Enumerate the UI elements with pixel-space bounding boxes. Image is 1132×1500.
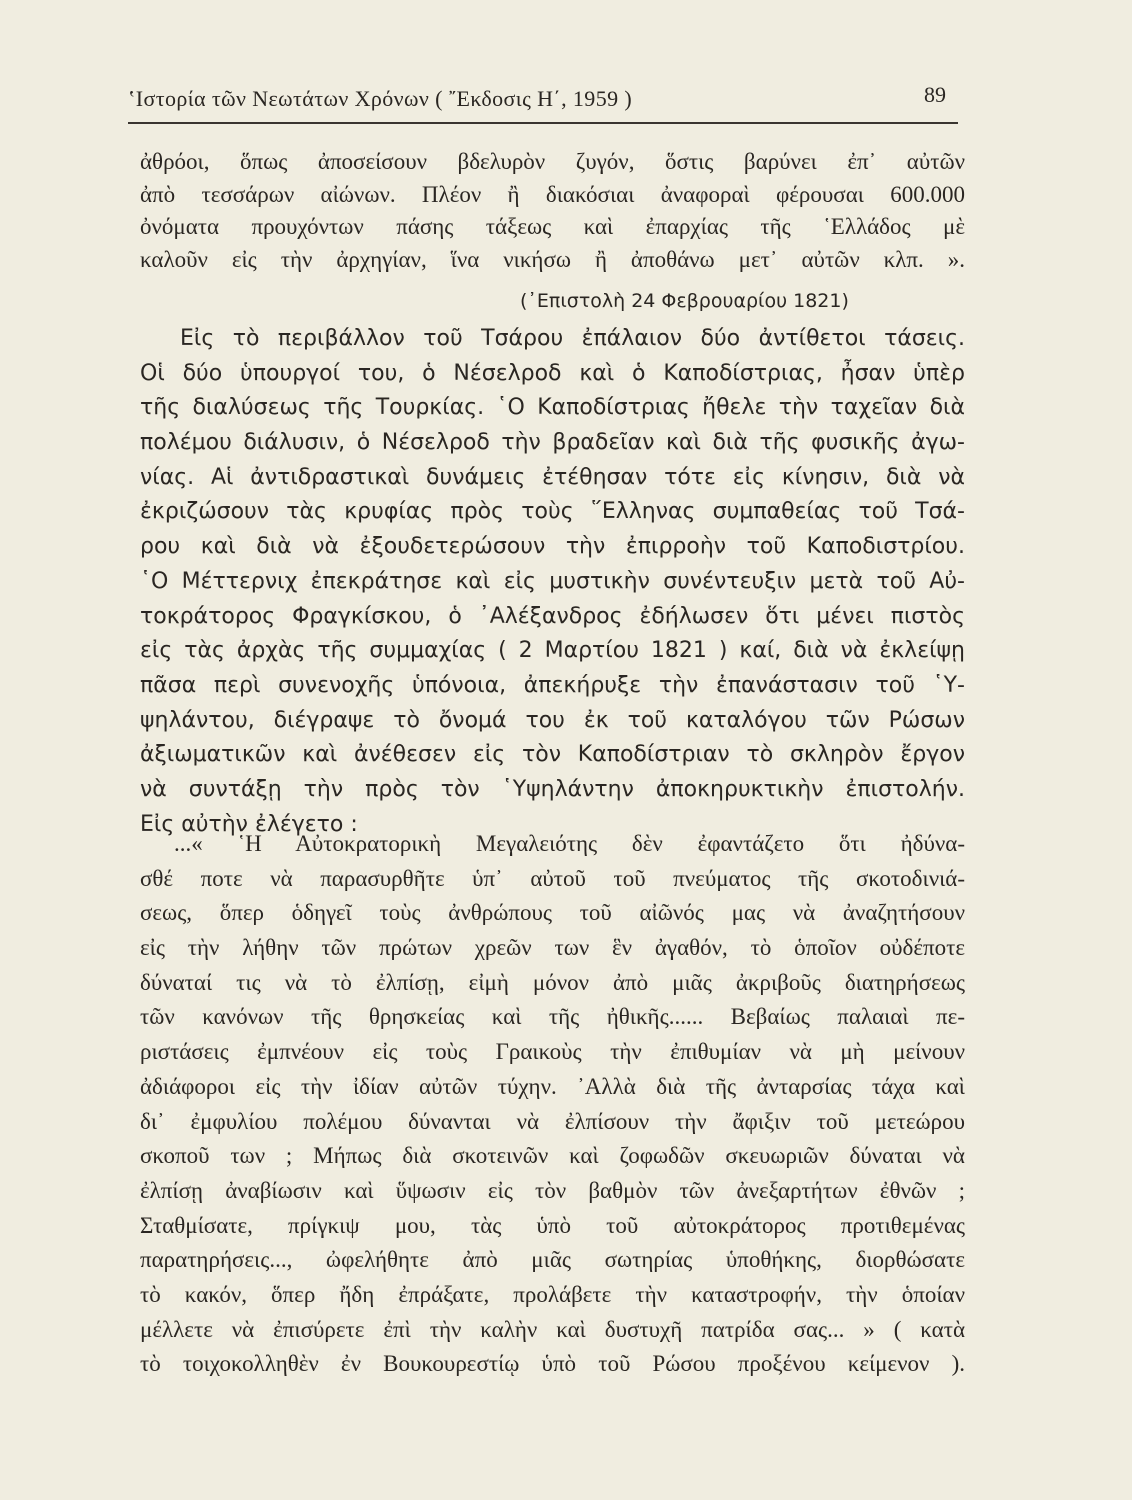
text-line: ἐλπίσῃ ἀναβίωσιν καὶ ὕψωσιν εἰς τὸν βαθμὸν τῶν ἀνεξαρτήτων ἐθνῶν ;	[140, 1177, 965, 1203]
letter-signature: (᾽Επιστολὴ 24 Φεβρουαρίου 1821)	[520, 290, 849, 312]
header-rule	[128, 122, 958, 124]
text-line: σκοποῦ των ; Μήπως διὰ σκοτεινῶν καὶ ζοφωδῶν σκευωριῶν δύναται νὰ	[140, 1143, 965, 1169]
running-header-title: ʽΙστορία τῶν Νεωτάτων Χρόνων ( ῎Εκδοσις Η΄, 1959 )	[128, 86, 633, 111]
text-line: τοκράτορος Φραγκίσκου, ὁ ᾽Αλέξανδρος ἐδήλωσεν ὅτι μένει πιστὸς	[140, 603, 965, 629]
text-line: ὀνόματα προυχόντων πάσης τάξεως καὶ ἐπαρχίας τῆς ῾Ελλάδος μὲ	[140, 214, 965, 239]
text-line: τὸ κακόν, ὅπερ ἤδη ἐπράξατε, προλάβετε τὴν καταστροφήν, τὴν ὁποίαν	[140, 1281, 965, 1307]
page-number: 89	[924, 82, 946, 107]
text-line: παρατηρήσεις..., ὠφελήθητε ἀπὸ μιᾶς σωτηρίας ὑποθήκης, διορθώσατε	[140, 1247, 965, 1273]
text-line: δύναταί τις νὰ τὸ ἐλπίσῃ, εἰμὴ μόνον ἀπὸ μιᾶς ἀκριβοῦς διατηρήσεως	[140, 969, 965, 995]
text-line: ρου καὶ διὰ νὰ ἐξουδετερώσουν τὴν ἐπιρροὴν τοῦ Καποδιστρίου.	[140, 534, 965, 560]
running-header	[128, 82, 960, 122]
quote-intro	[140, 146, 965, 276]
text-line: πᾶσα περὶ συνενοχῆς ὑπόνοια, ἀπεκήρυξε τὴν ἐπανάστασιν τοῦ ῾Υ-	[140, 672, 965, 698]
text-line: εἰς τὰς ἀρχὰς τῆς συμμαχίας ( 2 Μαρτίου 1821 ) καί, διὰ νὰ ἐκλείψῃ	[140, 638, 965, 664]
text-line: Εἰς τὸ περιβάλλον τοῦ Τσάρου ἐπάλαιον δύο ἀντίθετοι τάσεις.	[180, 326, 965, 351]
text-line: Οἱ δύο ὑπουργοί του, ὁ Νέσελροδ καὶ ὁ Καποδίστριας, ἦσαν ὑπὲρ	[140, 360, 965, 386]
text-line: μέλλετε νὰ ἐπισύρετε ἐπὶ τὴν καλὴν καὶ δυστυχῆ πατρίδα σας... » ( κατὰ	[140, 1316, 965, 1342]
text-line: ἀξιωματικῶν καὶ ἀνέθεσεν εἰς τὸν Καποδίστριαν τὸ σκληρὸν ἔργον	[140, 742, 965, 768]
text-line: νὰ συντάξῃ τὴν πρὸς τὸν ῾Υψηλάντην ἀποκηρυκτικὴν ἐπιστολήν.	[140, 776, 965, 802]
text-line: ψηλάντου, διέγραψε τὸ ὄνομά του ἐκ τοῦ καταλόγου τῶν Ρώσων	[140, 707, 965, 733]
text-line: τῆς διαλύσεως τῆς Τουρκίας. ῾Ο Καποδίστριας ἤθελε τὴν ταχεῖαν διὰ	[140, 395, 965, 421]
text-line: νίας. Αἱ ἀντιδραστικαὶ δυνάμεις ἐτέθησαν τότε εἰς κίνησιν, διὰ νὰ	[140, 464, 965, 490]
text-line: ῾Ο Μέττερνιχ ἐπεκράτησε καὶ εἰς μυστικὴν συνέντευξιν μετὰ τοῦ Αὐ-	[140, 568, 965, 594]
text-line: ἀθρόοι, ὅπως ἀποσείσουν βδελυρὸν ζυγόν, ὅστις βαρύνει ἐπ᾽ αὐτῶν	[140, 149, 965, 174]
body-paragraph	[140, 322, 965, 842]
text-line: σεως, ὅπερ ὁδηγεῖ τοὺς ἀνθρώπους τοῦ αἰῶνός μας νὰ ἀναζητήσουν	[140, 900, 965, 926]
text-line: εἰς τὴν λήθην τῶν πρώτων χρεῶν των ἓν ἀγαθόν, τὸ ὁποῖον οὐδέποτε	[140, 935, 965, 961]
text-line: τὸ τοιχοκολληθὲν ἐν Βουκουρεστίῳ ὑπὸ τοῦ Ρώσου προξένου κείμενον ).	[140, 1351, 965, 1377]
text-line: πολέμου διάλυσιν, ὁ Νέσελροδ τὴν βραδεῖαν καὶ διὰ τῆς φυσικῆς ἀγω-	[140, 430, 965, 456]
text-line: Σταθμίσατε, πρίγκιψ μου, τὰς ὑπὸ τοῦ αὐτοκράτορος προτιθεμένας	[140, 1212, 965, 1238]
text-line: ἀπὸ τεσσάρων αἰώνων. Πλέον ἢ διακόσιαι ἀναφοραὶ φέρουσαι 600.000	[140, 181, 965, 207]
text-line: δι᾽ ἐμφυλίου πολέμου δύνανται νὰ ἐλπίσουν τὴν ἄφιξιν τοῦ μετεώρου	[140, 1108, 965, 1134]
text-line: καλοῦν εἰς τὴν ἀρχηγίαν, ἵνα νικήσω ἢ ἀποθάνω μετ᾽ αὐτῶν κλπ. ».	[140, 246, 965, 272]
text-line: ἀδιάφοροι εἰς τὴν ἰδίαν αὐτῶν τύχην. ᾽Αλλὰ διὰ τῆς ἀνταρσίας τάχα καὶ	[140, 1073, 965, 1099]
text-line: τῶν κανόνων τῆς θρησκείας καὶ τῆς ἠθικῆς...... Βεβαίως παλαιαὶ πε-	[140, 1004, 965, 1030]
quote-letter	[140, 827, 965, 1382]
text-line: ριστάσεις ἐμπνέουν εἰς τοὺς Γραικοὺς τὴν ἐπιθυμίαν νὰ μὴ μείνουν	[140, 1039, 965, 1065]
text-line: σθέ ποτε νὰ παρασυρθῆτε ὑπ᾽ αὐτοῦ τοῦ πνεύματος τῆς σκοτοδινιά-	[140, 865, 965, 891]
text-line: Εἰς αὐτὴν ἐλέγετο :	[140, 811, 358, 837]
text-line: ἐκριζώσουν τὰς κρυφίας πρὸς τοὺς ῞Ελληνας συμπαθείας τοῦ Τσά-	[140, 499, 965, 525]
text-line: ...« ῾Η Αὐτοκρατορικὴ Μεγαλειότης δὲν ἐφαντάζετο ὅτι ἠδύνα-	[174, 831, 965, 856]
